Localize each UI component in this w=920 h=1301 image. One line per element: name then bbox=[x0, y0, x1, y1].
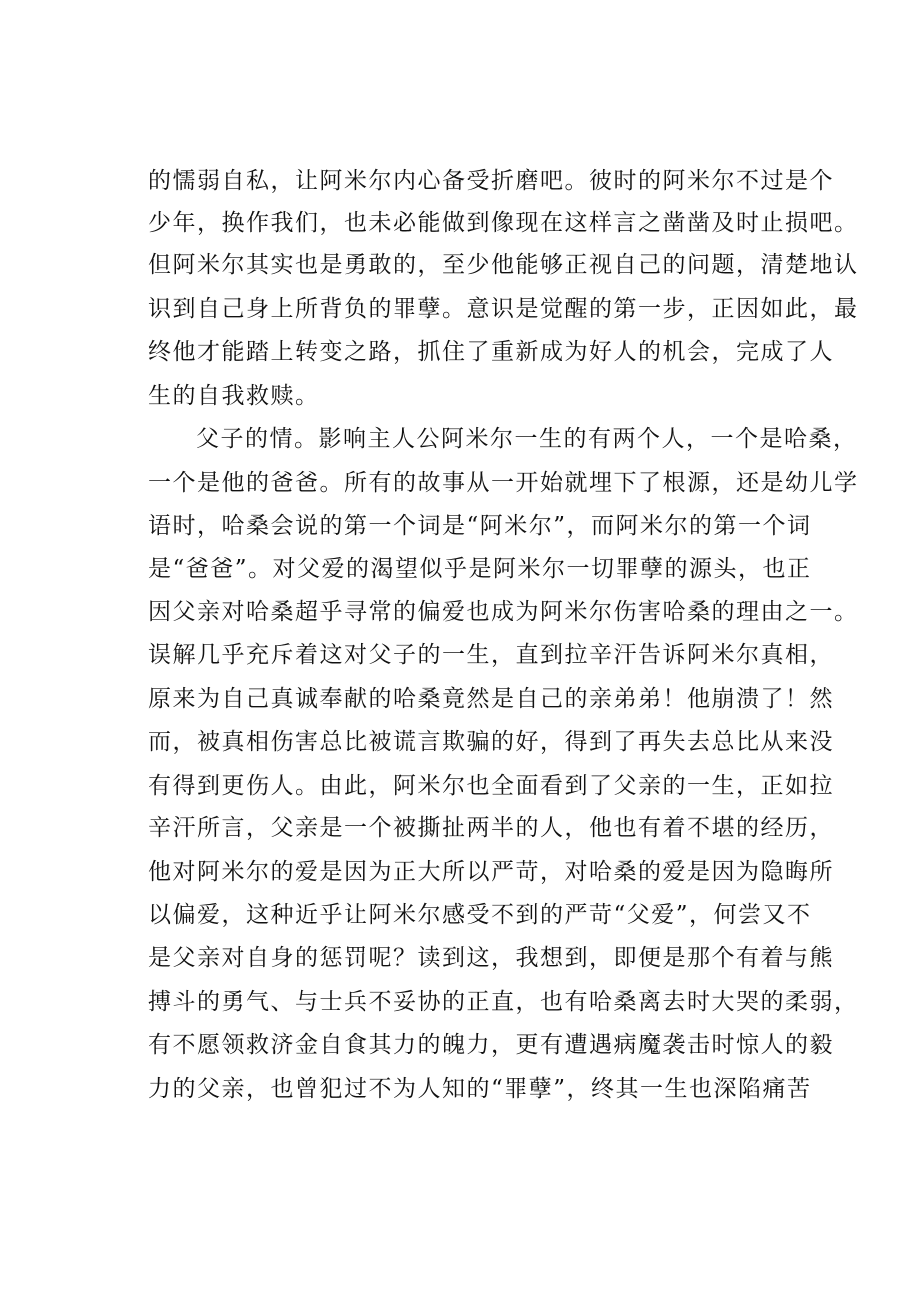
text-line: 语时，哈桑会说的第一个词是“阿米尔”，而阿米尔的第一个词 bbox=[148, 513, 812, 539]
text-line: 以偏爱，这种近乎让阿米尔感受不到的严苛“父爱”，何尝又不 bbox=[148, 902, 812, 928]
text-line: 有得到更伤人。由此，阿米尔也全面看到了父亲的一生，正如拉 bbox=[148, 773, 834, 799]
text-line: 少年，换作我们，也未必能做到像现在这样言之凿凿及时止损吧。 bbox=[148, 210, 859, 236]
text-line: 有不愿领救济金自食其力的魄力，更有遭遇病魔袭击时惊人的毅 bbox=[148, 1032, 834, 1058]
text-line: 的懦弱自私，让阿米尔内心备受折磨吧。彼时的阿米尔不过是个 bbox=[148, 168, 834, 194]
text-line: 是“爸爸”。对父爱的渴望似乎是阿米尔一切罪孽的源头，也正 bbox=[148, 556, 812, 582]
text-line: 父子的情。影响主人公阿米尔一生的有两个人，一个是哈桑， bbox=[196, 426, 858, 452]
text-line: 辛汗所言，父亲是一个被撕扯两半的人，他也有着不堪的经历， bbox=[148, 815, 834, 841]
text-line: 一个是他的爸爸。所有的故事从一开始就埋下了根源，还是幼儿学 bbox=[148, 470, 859, 496]
text-line: 识到自己身上所背负的罪孽。意识是觉醒的第一步，正因如此，最 bbox=[148, 296, 859, 322]
text-line: 但阿米尔其实也是勇敢的，至少他能够正视自己的问题，清楚地认 bbox=[148, 252, 859, 278]
text-line: 终他才能踏上转变之路，抓住了重新成为好人的机会，完成了人 bbox=[148, 339, 834, 365]
text-line: 因父亲对哈桑超乎寻常的偏爱也成为阿米尔伤害哈桑的理由之一。 bbox=[148, 599, 859, 625]
text-line: 他对阿米尔的爱是因为正大所以严苛，对哈桑的爱是因为隐晦所 bbox=[148, 859, 834, 885]
text-line: 生的自我救赎。 bbox=[148, 383, 320, 409]
text-line: 力的父亲，也曾犯过不为人知的“罪孽”，终其一生也深陷痛苦 bbox=[148, 1076, 812, 1102]
text-line: 是父亲对自身的惩罚呢？读到这，我想到，即便是那个有着与熊 bbox=[148, 945, 834, 971]
text-line: 原来为自己真诚奉献的哈桑竟然是自己的亲弟弟！他崩溃了！然 bbox=[148, 686, 834, 712]
text-line: 搏斗的勇气、与士兵不妥协的正直，也有哈桑离去时大哭的柔弱， bbox=[148, 989, 859, 1015]
text-line: 误解几乎充斥着这对父子的一生，直到拉辛汗告诉阿米尔真相， bbox=[148, 642, 834, 668]
text-line: 而，被真相伤害总比被谎言欺骗的好，得到了再失去总比从来没 bbox=[148, 729, 834, 755]
